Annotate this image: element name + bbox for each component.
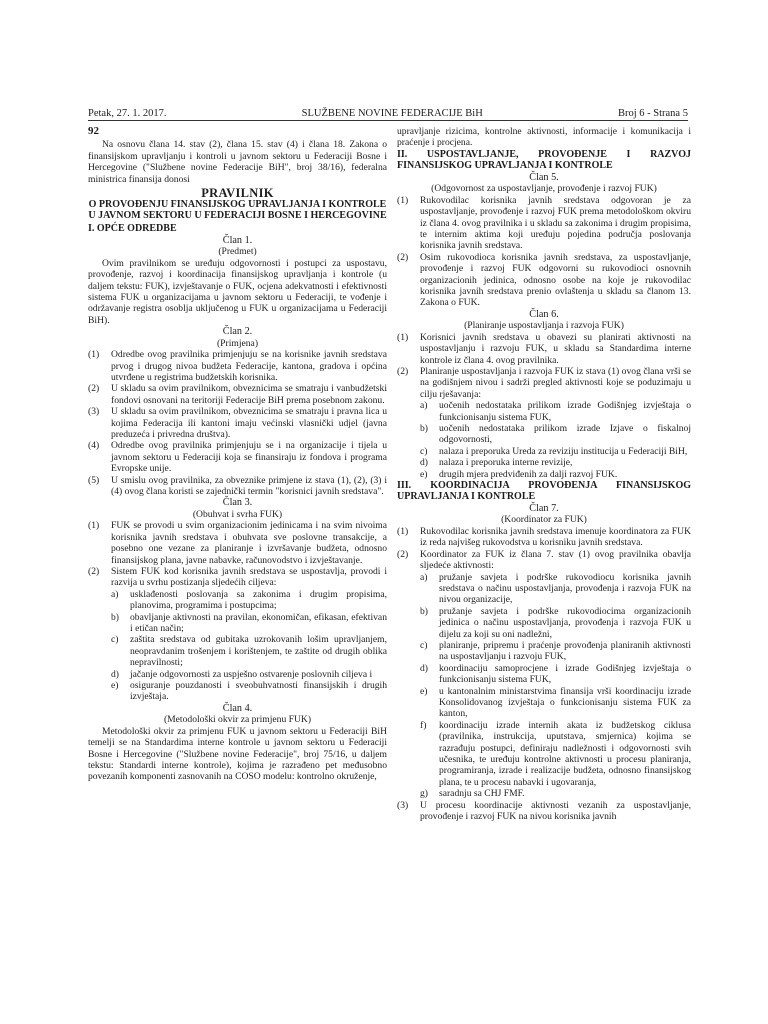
paragraph-number: (1) (397, 194, 409, 206)
paragraph-text: Rukovodilac korisnika javnih sredstava imenuje koordinatora za FUK iz reda najvišeg rukovodstva u korisniku javnih sredstava. (420, 525, 691, 549)
paragraph-text: Korisnici javnih sredstava u obavezi su planirati aktivnosti na uspostavljanju i razvoju FUK, u skladu sa Standardima interne kontrole iz člana 4. ovog pravilnika. (420, 331, 691, 366)
item-letter: b) (420, 422, 428, 434)
lettered-item (88, 589, 387, 612)
item-letter: d) (420, 662, 428, 674)
item-letter: c) (420, 639, 428, 651)
lettered-item (397, 423, 691, 446)
article-subject: (Primjena) (216, 337, 259, 349)
article-subject: (Obuhvat i svrha FUK) (192, 508, 283, 520)
item-text: koordinaciju samoprocjene i izrade Godišnjeg izvještaja o funkcionisanju sistema FUK, (439, 662, 691, 686)
article-heading: Član 5. (529, 171, 559, 183)
lettered-item (397, 686, 691, 720)
paragraph-item (397, 549, 691, 572)
item-text: osiguranje pouzdanosti i sveobuhvatnosti finansijskih i drugih izvještaja. (130, 680, 387, 703)
lettered-item (397, 640, 691, 663)
paragraph-number: (3) (397, 799, 409, 811)
paragraph-text: Odredbe ovog pravilnika primjenjuju se i na organizacije i tijela u javnom sektoru u Federaciji koja se finansiraju iz fondova i programa Evropske unije. (111, 440, 387, 475)
act-title: PRAVILNIK (201, 186, 274, 201)
act-subtitle: O PROVOĐENJU FINANSIJSKOG UPRAVLJANJA I KONTROLE U JAVNOM SEKTORU U FEDERACIJI BOSNE I HERCEGOVINE (88, 199, 387, 222)
paragraph-number: (2) (397, 365, 409, 377)
article-heading: Član 2. (222, 326, 253, 338)
item-letter: a) (420, 571, 428, 583)
paragraph-item (88, 566, 387, 589)
item-letter: a) (420, 400, 428, 412)
act-number: 92 (88, 125, 99, 137)
item-letter: c) (111, 634, 119, 646)
item-text: saradnju sa CHJ FMF. (439, 788, 525, 800)
item-text: pružanje savjeta i podrške rukovodiocima organizacionih jedinica o načinu uspostavljanja, provođenja i razvoja FUK u dijelu za koji su oni nadležni, (439, 605, 691, 640)
article-heading: Član 1. (222, 234, 253, 246)
paragraph-text: Sistem FUK kod korisnika javnih sredstava se uspostavlja, provodi i razvija u svrhu postizanja sljedećih ciljeva: (111, 566, 387, 589)
item-letter: c) (420, 445, 428, 457)
section-heading: I. OPĆE ODREDBE (88, 223, 177, 235)
article-heading: Član 7. (529, 502, 559, 514)
paragraph-item (88, 440, 387, 474)
lettered-item (88, 669, 387, 680)
item-text: uočenih nedostataka prilikom izrade Izjave o fiskalnoj odgovornosti, (439, 422, 691, 446)
item-text: u kantonalnim ministarstvima finansija vrši koordinaciju izrade Konsolidovanog izvještaja o funkcionisanju sistema FUK za kanton, (439, 685, 691, 720)
item-letter: b) (420, 605, 428, 617)
item-letter: d) (111, 668, 119, 680)
paragraph-number: (5) (88, 474, 100, 486)
article-subject: (Odgovornost za uspostavljanje, provođenje i razvoj FUK) (431, 183, 657, 195)
item-text: obavljanje aktivnosti na pravilan, ekonomičan, efikasan, efektivan i etičan način; (130, 611, 387, 635)
item-letter: e) (111, 680, 119, 692)
paragraph-item (397, 526, 691, 549)
paragraph-number: (2) (397, 548, 409, 560)
article-text: Metodološki okvir za primjenu FUK u javnom sektoru u Federaciji BiH temelji se na Standardima interne kontrole u javnom sektoru u Federaciji Bosne i Hercegovine ("Službene novine Federacije", broj 75/16, u daljem tekstu: Standardi interne kontrole), kojima je razrađeno pet međusobno povezanih komponenti zasnovanih na COSO modelu: kontrolno okruženje, (88, 725, 387, 783)
paragraph-item (397, 366, 691, 400)
paragraph-number: (2) (88, 566, 100, 577)
paragraph-item (397, 800, 691, 823)
lettered-item (397, 663, 691, 686)
article-text: Ovim pravilnikom se uređuju odgovornosti i postupci za uspostavu, provođenje, razvoj i koordinacija finansijskog upravljanja i kontrole (u daljem tekstu: FUK), izvještavanje o FUK, ocjena adekvatnosti i efektivnosti sistema FUK u organizacijama u javnom sektoru u Federaciji, te vođenje i održavanje registra osoblja uključenog u FUK u organizacijama u Federaciji BiH). (88, 257, 387, 326)
item-text: usklađenosti poslovanja sa zakonima i drugim propisima, planovima, programima i postupcima; (130, 588, 387, 612)
paragraph-text: U procesu koordinacije aktivnosti vezanih za uspostavljanje, provođenje i razvoj FUK na nivou korisnika javnih (420, 799, 691, 823)
item-letter: a) (111, 588, 119, 600)
paragraph-text: Osim rukovodioca korisnika javnih sredstava, za uspostavljanje, provođenje i razvoj FUK odgovorni su rukovodioci osnovnih organizacionih jedinica, odnosno osobe na koje je rukovodilac korisnika javnih sredstava prenio ovlaštenja u skladu sa članom 13. Zakona o FUK. (420, 251, 691, 309)
paragraph-item (88, 406, 387, 440)
paragraph-item (88, 349, 387, 383)
paragraph-text: Odredbe ovog pravilnika primjenjuju se na korisnike javnih sredstava prvog i drugog nivoa budžeta Federacije, kantona, gradova i općina utvrđene u registrima budžetskih korisnika. (111, 349, 387, 383)
item-text: pružanje savjeta i podrške rukovodiocu korisnika javnih sredstava o načinu uspostavljanja, provođenja i razvoja FUK na nivou organizacije, (439, 571, 691, 606)
lettered-item (397, 400, 691, 423)
paragraph-text: U skladu sa ovim pravilnikom, obveznicima se smatraju i pravna lica u kojima Federacija ili kantoni imaju većinski vlasnički udjel (javna preduzeća i privredna društva). (111, 406, 387, 441)
paragraph-text: Rukovodilac korisnika javnih sredstava odgovoran je za uspostavljanje, provođenje i razvoj FUK prema metodološkom okviru iz člana 4. ovog pravilnika i u skladu sa zakonima i drugim propisima, te internim aktima koji uređuju pojedina područja poslovanja korisnika javnih sredstava. (420, 194, 691, 252)
paragraph-item (397, 195, 691, 252)
right-column (397, 126, 691, 822)
lettered-item (88, 634, 387, 668)
paragraph-number: (1) (397, 525, 409, 537)
paragraph-number: (1) (397, 331, 409, 343)
item-letter: e) (420, 468, 428, 480)
article-heading: Član 6. (529, 308, 559, 320)
item-letter: e) (420, 685, 428, 697)
lettered-item (397, 446, 691, 457)
lettered-item (397, 572, 691, 606)
issue-page-number: Broj 6 - Strana 5 (617, 108, 688, 119)
paragraph-item (88, 520, 387, 566)
article-subject: (Metodološki okvir za primjenu FUK) (163, 714, 312, 726)
paragraph-text: U smislu ovog pravilnika, za obveznike primjene iz stava (1), (2), (3) i (4) ovog člana koristi se zajednički termin "korisnici javnih sredstava". (111, 474, 387, 498)
left-column (88, 126, 387, 783)
article-heading: Član 3. (222, 497, 253, 509)
item-letter: d) (420, 457, 428, 469)
item-text: zaštita sredstava od gubitaka uzrokovanih lošim upravljanjem, neopravdanim trošenjem i korištenjem, te zaštite od drugih oblika nepravilnosti; (130, 634, 387, 669)
lettered-item (397, 606, 691, 640)
act-preamble: Na osnovu člana 14. stav (2), člana 15. stav (4) i člana 18. Zakona o finansijskom upravljanju i kontroli u javnom sektoru u Federaciji Bosne i Hercegovine ("Službene novine Federacije BiH", broj 38/16), federalna ministrica finansija donosi (88, 139, 387, 185)
paragraph-number: (2) (88, 383, 100, 395)
continued-text: upravljanje rizicima, kontrolne aktivnosti, informacije i komunikacija i praćenje i procjena. (397, 126, 691, 149)
paragraph-number: (3) (88, 406, 100, 418)
lettered-item (88, 612, 387, 635)
paragraph-number: (2) (397, 251, 409, 263)
paragraph-item (88, 475, 387, 498)
paragraph-item (88, 383, 387, 406)
section-heading: III. KOORDINACIJA PROVOĐENJA FINANSIJSKOG UPRAVLJANJA I KONTROLE (397, 479, 691, 503)
gazette-title: SLUŽBENE NOVINE FEDERACIJE BiH (301, 108, 483, 119)
item-letter: f) (420, 719, 427, 731)
lettered-item (397, 457, 691, 468)
article-subject: (Koordinator za FUK) (501, 514, 587, 526)
section-heading: II. USPOSTAVLJANJE, PROVOĐENJE I RAZVOJ FINANSIJSKOG UPRAVLJANJA I KONTROLE (397, 148, 691, 172)
item-text: nalaza i preporuka Ureda za reviziju institucija u Federaciji BiH, (439, 445, 688, 457)
article-subject: (Planiranje uspostavljanja i razvoja FUK) (464, 320, 624, 332)
item-letter: b) (111, 611, 119, 623)
article-subject: (Predmet) (218, 246, 257, 258)
item-text: planiranje, pripremu i praćenje provođenja planiranih aktivnosti na uspostavljanju i razvoju FUK, (439, 639, 691, 663)
lettered-item (397, 720, 691, 788)
paragraph-item (397, 332, 691, 366)
paragraph-text: U skladu sa ovim pravilnikom, obveznicima se smatraju i vanbudžetski fondovi osnovani na teritoriji Federacije BiH prema posebnom zakonu. (111, 383, 387, 406)
item-text: nalaza i preporuka interne revizije, (439, 457, 573, 469)
item-text: uočenih nedostataka prilikom izrade Godišnjeg izvještaja o funkcionisanju sistema FUK, (439, 400, 691, 423)
item-text: drugih mjera predviđenih za dalji razvoj FUK. (439, 468, 618, 480)
item-letter: g) (420, 788, 428, 800)
paragraph-number: (1) (88, 349, 100, 361)
item-text: koordinaciju izrade internih akata iz budžetskog ciklusa (pravilnika, instrukcija, uputstava, smjernica) kojima se razrađuju postupci, definiraju nadležnosti i odgovornosti svih učesnika, te uređuju kontrolne aktivnosti u procesu planiranja, programiranja, izrade i realizacije budžeta, odnosno finansijskog plana, te u procesu nabavki i ugovaranja, (439, 719, 691, 788)
item-text: jačanje odgovornosti za uspješno ostvarenje poslovnih ciljeva i (130, 668, 373, 680)
lettered-item (397, 788, 691, 799)
paragraph-text: Koordinator za FUK iz člana 7. stav (1) ovog pravilnika obavlja sljedeće aktivnosti: (420, 548, 691, 572)
paragraph-text: FUK se provodi u svim organizacionim jedinicama i na svim nivoima korisnika javnih sredstava i obuhvata sve poslovne transakcije, a posebno one vezane za planiranje i izvršavanje budžeta, odnosno finansijskog plana, javne nabavke, računovodstvo i izvještavanje. (111, 520, 387, 566)
paragraph-number: (1) (88, 520, 100, 532)
lettered-item (397, 469, 691, 480)
paragraph-item (397, 252, 691, 309)
article-heading: Član 4. (222, 702, 253, 714)
paragraph-text: Planiranje uspostavljanja i razvoja FUK iz stava (1) ovog člana vrši se na godišnjem nivou i sadrži pregled aktivnosti koje se poduzimaju u cilju rješavanja: (420, 365, 691, 400)
lettered-item (88, 680, 387, 703)
page-header (88, 108, 688, 121)
issue-date: Petak, 27. 1. 2017. (88, 108, 167, 119)
paragraph-number: (4) (88, 440, 100, 452)
